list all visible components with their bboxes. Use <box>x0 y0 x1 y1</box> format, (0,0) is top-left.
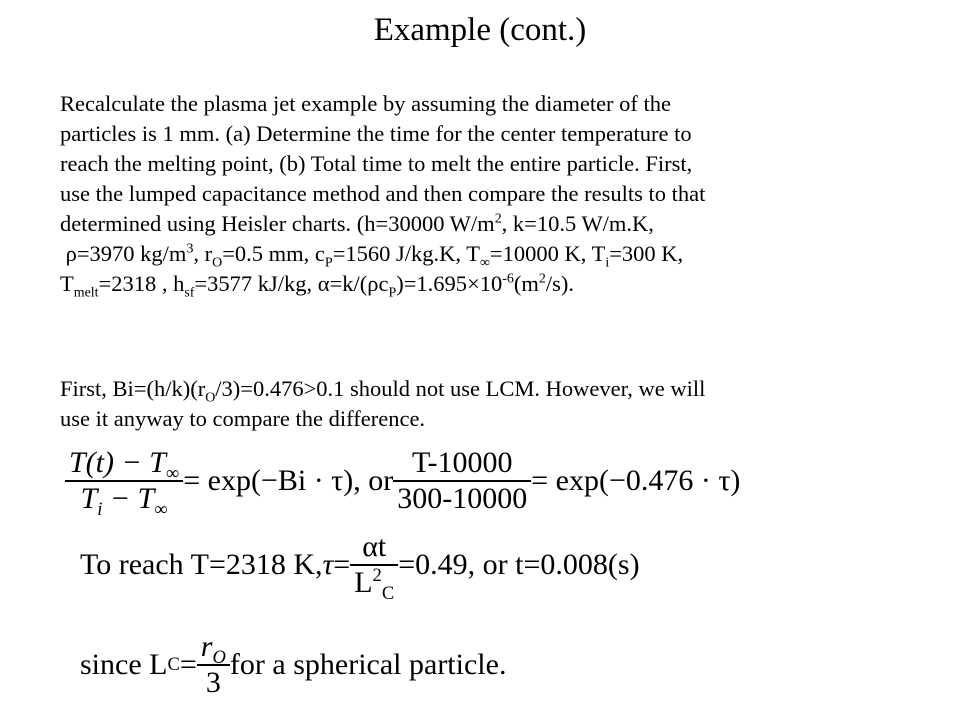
note-line <box>60 374 940 404</box>
tau-symbol: τ <box>322 548 334 581</box>
equation-text: = <box>333 548 351 581</box>
text-run: =3970 kg/m <box>76 241 187 266</box>
superscript: 2 <box>538 271 546 287</box>
text-run: , k=10.5 W/m.K, <box>501 211 654 236</box>
times-symbol: × <box>467 271 480 296</box>
text-run: (m <box>513 271 539 296</box>
text-run: =10000 K, T <box>489 241 606 266</box>
text-run: =3577 kJ/kg, <box>194 271 318 296</box>
problem-line: reach the melting point, (b) Total time to melt the entire particle. First, <box>60 151 693 176</box>
superscript: -6 <box>502 271 514 287</box>
problem-statement <box>60 89 940 299</box>
temperature-ratio-fraction <box>65 446 183 520</box>
superscript: 2 <box>494 211 502 227</box>
subscript: O <box>212 255 223 271</box>
fraction-denominator <box>350 565 398 604</box>
superscript: 3 <box>186 241 194 257</box>
text-run: T(t) − T <box>69 446 166 479</box>
text-run: /3)=0.476>0.1 should not use LCM. However, we will <box>215 376 706 401</box>
equation-text: To reach T=2318 K, <box>80 548 323 581</box>
rho-symbol: ρ <box>367 271 379 296</box>
fraction-numerator <box>197 630 230 666</box>
text-run: T <box>80 482 98 515</box>
subscript: P <box>324 255 333 271</box>
superscript: 2 <box>372 565 382 586</box>
equation-text: =0.49, or t=0.008(s) <box>398 548 640 581</box>
note-line: use it anyway to compare the difference. <box>60 406 426 431</box>
subscript: i <box>97 499 103 520</box>
infinity-subscript: ∞ <box>165 463 180 484</box>
text-run: =300 K, <box>609 241 684 266</box>
equation-text: = exp(−0.476 · τ) <box>531 464 741 497</box>
text-run: =1560 J/kg.K, T <box>332 241 480 266</box>
subscript: O <box>212 647 226 668</box>
text-run: , r <box>193 241 213 266</box>
equation-text: for a spherical particle. <box>229 648 507 681</box>
subscript: P <box>388 285 397 301</box>
text-run: First, Bi=(h/k)(r <box>60 376 206 401</box>
alpha-symbol: α <box>317 271 330 296</box>
fraction-denominator <box>65 482 183 520</box>
text-run: L <box>354 566 373 599</box>
text-run: c <box>378 271 389 296</box>
subscript: O <box>205 390 216 406</box>
subscript: melt <box>73 285 99 301</box>
text-run: /s). <box>545 271 574 296</box>
biot-number-note <box>60 374 940 434</box>
problem-line <box>60 239 940 269</box>
text-run: =0.5 mm, c <box>222 241 325 266</box>
page-title: Example (cont.) <box>373 12 587 48</box>
text-run: )=1.695 <box>396 271 468 296</box>
fraction-denominator: 3 <box>205 666 221 699</box>
lumped-capacitance-equation <box>65 446 741 520</box>
infinity-subscript: ∞ <box>154 499 168 520</box>
time-to-melting-equation <box>80 530 640 604</box>
equation-text: since L <box>80 648 168 681</box>
fourier-number-fraction <box>350 530 398 604</box>
text-run: determined using Heisler charts. (h=30000 W/m <box>60 211 495 236</box>
text-run: =2318 , h <box>98 271 185 296</box>
fraction-numerator: T-10000 <box>393 446 531 482</box>
radius-over-three-fraction <box>197 630 230 700</box>
rho-symbol: ρ <box>65 241 77 266</box>
characteristic-length-equation: since LC= $\frac{r_O}{3}$ for a spherical particle. <box>80 630 507 699</box>
problem-line <box>60 269 940 299</box>
subscript: C <box>381 583 395 604</box>
text-run: =k/( <box>329 271 368 296</box>
problem-line: use the lumped capacitance method and then compare the results to that <box>60 181 706 206</box>
text-run: 10 <box>479 271 503 296</box>
fraction-denominator: 300-10000 <box>397 482 528 515</box>
equation-text: = <box>179 648 197 681</box>
problem-line: Recalculate the plasma jet example by assuming the diameter of the <box>60 91 672 116</box>
fraction-numerator: αt <box>350 530 398 566</box>
subscript: sf <box>184 285 195 301</box>
infinity-subscript: ∞ <box>479 255 490 271</box>
problem-line: particles is 1 mm. (a) Determine the time for the center temperature to <box>60 121 692 146</box>
text-run: − T <box>102 482 155 515</box>
problem-line <box>60 209 940 239</box>
numeric-ratio-fraction <box>393 446 531 516</box>
text-run: T <box>60 271 74 296</box>
equation-text: = exp(−Bi · τ), or <box>183 464 394 497</box>
subscript: i <box>605 255 610 271</box>
fraction-numerator <box>65 446 183 482</box>
text-run: r <box>200 630 213 663</box>
